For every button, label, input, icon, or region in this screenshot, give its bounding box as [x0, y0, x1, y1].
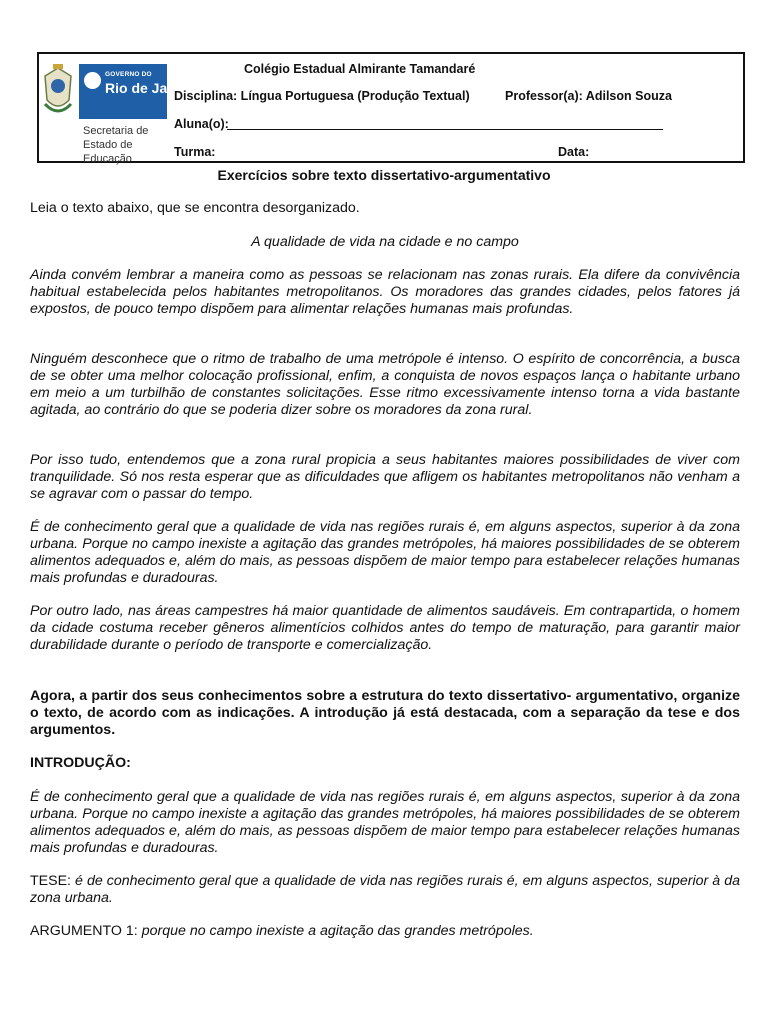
- argument-1-text: porque no campo inexiste a agitação das grandes metrópoles.: [141, 923, 534, 939]
- task-instruction: Agora, a partir dos seus conhecimentos sobre a estrutura do texto dissertativo- argumentativo, organize o texto, de acordo com as indicações. A introdução já está destacada, com a separação da tese e dos argumentos.: [30, 688, 740, 738]
- school-name: Colégio Estadual Almirante Tamandaré: [244, 62, 476, 76]
- class-label: Turma:: [174, 145, 216, 159]
- secretaria-text: [83, 124, 169, 166]
- thesis-label: TESE:: [30, 873, 71, 889]
- gov-big-text: Rio de Janeiro: [105, 80, 202, 96]
- argument-1-line: [30, 923, 740, 940]
- student-label: Aluna(o):: [174, 117, 229, 131]
- header-box: [37, 52, 745, 163]
- paragraph-2: Ninguém desconhece que o ritmo de trabalho de uma metrópole é intenso. O espírito de concorrência, a busca de se obter uma melhor colocação profissional, enfim, a conquista de novos espaços lança o habitante urbano em meio a um turbilhão de constantes solicitações. Esse ritmo excessivamente intenso torna a vida bastante agitada, ao contrário do que se poderia dizer sobre os moradores da zona rural.: [30, 351, 740, 418]
- gov-small-text: GOVERNO DO: [105, 71, 152, 78]
- paragraph-3: Por isso tudo, entendemos que a zona rural propicia a seus habitantes maiores possibilidades de viver com tranquilidade. Só nos resta esperar que as dificuldades que afligem os habitantes metropolitanos não venham a se agravar com o passar do tempo.: [30, 452, 740, 502]
- exercise-title: Exercícios sobre texto dissertativo-argumentativo: [217, 167, 551, 183]
- secretaria-line-2: Estado de Educação: [83, 139, 133, 165]
- thesis-line: [30, 873, 740, 907]
- star-emblem-icon: [84, 72, 101, 89]
- introduction-text: É de conhecimento geral que a qualidade de vida nas regiões rurais é, em alguns aspectos, superior à da zona urbana. Porque no campo inexiste a agitação das grandes metrópoles, há maiores possibilidades de se obterem alimentos adequados e, além do mais, as pessoas dispõem de maior tempo para estabelecer relações humanas mais profundas e duradouras.: [30, 789, 740, 856]
- secretaria-line-1: Secretaria de: [83, 125, 149, 137]
- coat-of-arms-icon: [41, 64, 75, 122]
- date-label: Data:: [558, 145, 590, 159]
- paragraph-4: É de conhecimento geral que a qualidade de vida nas regiões rurais é, em alguns aspectos, superior à da zona urbana. Porque no campo inexiste a agitação das grandes metrópoles, há maiores possibilidades de se obterem alimentos adequados e, além do mais, as pessoas dispõem de maior tempo para estabelecer relações humanas mais profundas e duradouras.: [30, 519, 740, 586]
- text-title: A qualidade de vida na cidade e no campo: [251, 234, 519, 250]
- paragraph-1: Ainda convém lembrar a maneira como as pessoas se relacionam nas zonas rurais. Ela difere da convivência habitual estabelecida pelos habitantes metropolitanos. Os moradores das grandes cidades, pelos fatores já expostos, de pouco tempo dispõem para alimentar relações humanas mais profundas.: [30, 267, 740, 317]
- gov-banner: [79, 64, 202, 119]
- professor-label: Professor(a): Adilson Souza: [505, 89, 672, 103]
- thesis-text: é de conhecimento geral que a qualidade de vida nas regiões rurais é, em alguns aspectos, superior à da zona urbana.: [30, 873, 740, 906]
- argument-1-label: ARGUMENTO 1:: [30, 923, 138, 939]
- intro-instruction: Leia o texto abaixo, que se encontra desorganizado.: [30, 200, 360, 216]
- discipline-label: Disciplina: Língua Portuguesa (Produção Textual): [174, 89, 470, 103]
- introduction-heading: INTRODUÇÃO:: [30, 755, 131, 771]
- student-name-line[interactable]: [227, 129, 663, 130]
- paragraph-5: Por outro lado, nas áreas campestres há maior quantidade de alimentos saudáveis. Em contrapartida, o homem da cidade costuma receber gêneros alimentícios colhidos antes do tempo de maturação, para garantir maior durabilidade durante o período de transporte e comercialização.: [30, 603, 740, 653]
